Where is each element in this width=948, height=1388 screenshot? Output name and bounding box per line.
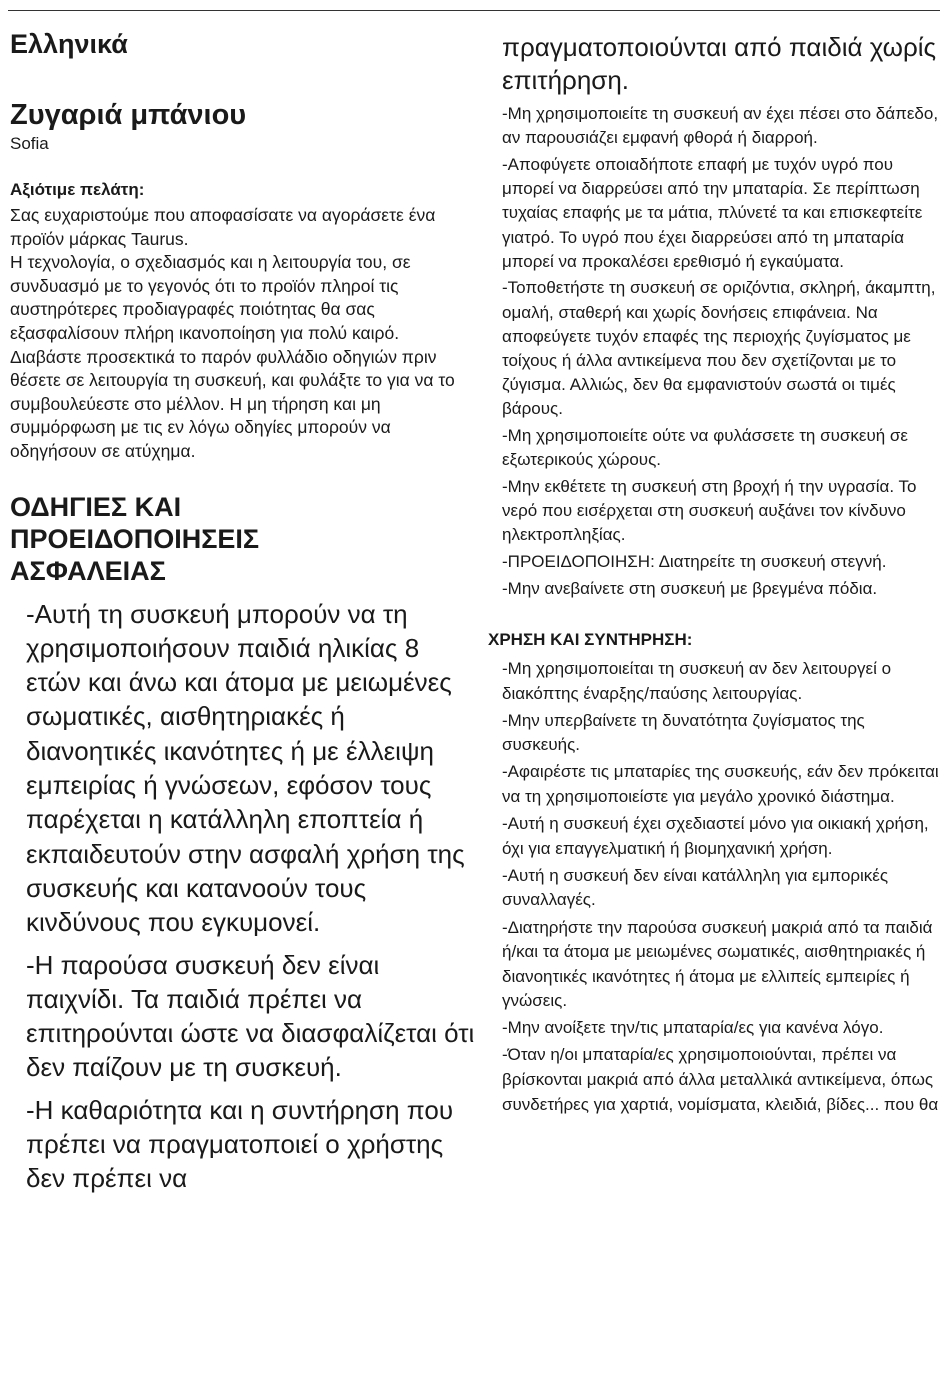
safety-heading-line: ΟΔΗΓΙΕΣ ΚΑΙ (10, 491, 182, 522)
safety-item: -Αποφύγετε οποιαδήποτε επαφή με τυχόν υγρό που μπορεί να διαρρεύσει από την μπαταρία. Σε περίπτωση τυχαίας επαφής με τα μάτια, πλύνετέ τα και επισκεφτείτε γιατρό. Το υγρό που έχει διαρρεύσει από τη μπαταρία μπορεί να προκαλέσει ερεθισμό ή εγκαύματα. (502, 154, 923, 271)
safety-item: -Η καθαριότητα και η συντήρηση που πρέπει να πραγματοποιεί ο χρήστης δεν πρέπει να (26, 1094, 454, 1194)
safety-heading (10, 491, 480, 587)
safety-item: -ΠΡΟΕΙΔΟΠΟΙΗΣΗ: Διατηρείτε τη συσκευή στεγνή. (502, 552, 887, 572)
language-heading: Ελληνικά (10, 29, 128, 59)
usage-heading: ΧΡΗΣΗ ΚΑΙ ΣΥΝΤΗΡΗΣΗ: (488, 630, 693, 650)
usage-item: -Αυτή η συσκευή δεν είναι κατάλληλη για εμπορικές συναλλαγές. (502, 865, 889, 910)
safety-item: -Τοποθετήστε τη συσκευή σε οριζόντια, σκληρή, άκαμπτη, ομαλή, σταθερή και χωρίς δονήσεις επιφάνεια. Να αποφεύγετε τυχόν επαφές της περιοχής ζυγίσματος με τοίχους ή άλλα αντικείμενα που δεν σχετίζονται με το ζύγισμα. Αλλιώς, δεν θα εμφανιστούν σωστά οι τιμές βάρους. (502, 278, 936, 419)
safety-item: -Μην εκθέτετε τη συσκευή στη βροχή ή την υγρασία. Το νερό που εισέρχεται στη συσκευή αυξάνει τον κίνδυνο ηλεκτροπληξίας. (502, 477, 917, 545)
usage-list (498, 657, 943, 1117)
safety-item: -Μη χρησιμοποιείτε τη συσκευή αν έχει πέσει στο δάπεδο, αν παρουσιάζει εμφανή φθορά ή διαρροή. (502, 104, 939, 148)
intro-text (10, 204, 480, 464)
model-name: Sofia (10, 134, 49, 153)
top-rule (8, 10, 940, 11)
left-column (10, 20, 480, 1204)
usage-item: -Μην υπερβαίνετε τη δυνατότητα ζυγίσματος της συσκευής. (502, 710, 865, 755)
safety-heading-line: ΠΡΟΕΙΔΟΠΟΙΗΣΕΙΣ (10, 523, 260, 554)
usage-item: -Διατηρήστε την παρούσα συσκευή μακριά από τα παιδιά ή/και τα άτομα με μειωμένες σωματικές, αισθητηριακές ή διανοητικές ικανότητες ή άτομα με ελλιπείς εμπειρίες ή γνώσεις. (502, 917, 933, 1011)
usage-item: -Μην ανοίξετε την/τις μπαταρία/ες για κανένα λόγο. (502, 1018, 884, 1038)
safety-heading-line: ΑΣΦΑΛΕΙΑΣ (10, 555, 166, 586)
usage-item: -Αυτή η συσκευή έχει σχεδιαστεί μόνο για οικιακή χρήση, όχι για επαγγελματική ή βιομηχανική χρήση. (502, 814, 929, 858)
intro-paragraph: Η τεχνολογία, ο σχεδιασμός και η λειτουργία του, σε συνδυασμό με το γεγονός ότι το προϊόν πληροί τις αυστηρότερες προδιαγραφές ποιότητας θα σας εξασφαλίσουν πλήρη ικανοποίηση για πολύ καιρό. (10, 252, 411, 343)
safety-item: -Αυτή τη συσκευή μπορούν να τη χρησιμοποιήσουν παιδιά ηλικίας 8 ετών και άνω και άτομα με μειωμένες σωματικές, αισθητηριακές ή διανοητικές ικανότητες ή με έλλειψη εμπειρίας ή γνώσεων, εφόσον τους παρέχεται η κατάλληλη εποπτεία ή εκπαιδευτούν στην ασφαλή χρήση της συσκευής και κατανοούν τους κινδύνους που εγκυμονεί. (26, 598, 465, 938)
usage-item: -Αφαιρέστε τις μπαταρίες της συσκευής, εάν δεν πρόκειται να τη χρησιμοποιείστε για μεγάλο χρονικό διάστημα. (502, 762, 939, 807)
right-column (488, 20, 943, 1120)
usage-item: -Μη χρησιμοποιείται τη συσκευή αν δεν λειτουργεί ο διακόπτης έναρξης/παύσης λειτουργίας. (502, 659, 892, 703)
safety-large-list (10, 597, 480, 1196)
safety-list (498, 102, 943, 601)
safety-item: -Μην ανεβαίνετε στη συσκευή με βρεγμένα πόδια. (502, 578, 878, 598)
safety-item: -Η παρούσα συσκευή δεν είναι παιχνίδι. Τα παιδιά πρέπει να επιτηρούνται ώστε να διασφαλίζεται ότι δεν παίζουν με τη συσκευή. (26, 949, 475, 1083)
safety-item: -Μη χρησιμοποιείτε ούτε να φυλάσσετε τη συσκευή σε εξωτερικούς χώρους. (502, 426, 909, 470)
intro-paragraph: Σας ευχαριστούμε που αποφασίσατε να αγοράσετε ένα προϊόν μάρκας Taurus. (10, 205, 436, 249)
product-title: Ζυγαριά μπάνιου (10, 99, 247, 131)
safety-item-continued: πραγματοποιούνται από παιδιά χωρίς επιτήρηση. (502, 32, 937, 95)
intro-title: Αξιότιμε πελάτη: (10, 180, 145, 199)
intro-paragraph: Διαβάστε προσεκτικά το παρόν φυλλάδιο οδηγιών πριν θέσετε σε λειτουργία τη συσκευή, και φυλάξτε το για να το συμβουλεύεστε στο μέλλον. Η μη τήρηση και μη συμμόρφωση με τις εν λόγω οδηγίες μπορούν να οδηγήσουν σε ατύχημα. (10, 346, 455, 461)
usage-item: -Όταν η/οι μπαταρία/ες χρησιμοποιούνται, πρέπει να βρίσκονται μακριά από άλλα μεταλλικά αντικείμενα, όπως συνδετήρες για χαρτιά, νομίσματα, κλειδιά, βίδες... που θα (502, 1045, 939, 1114)
